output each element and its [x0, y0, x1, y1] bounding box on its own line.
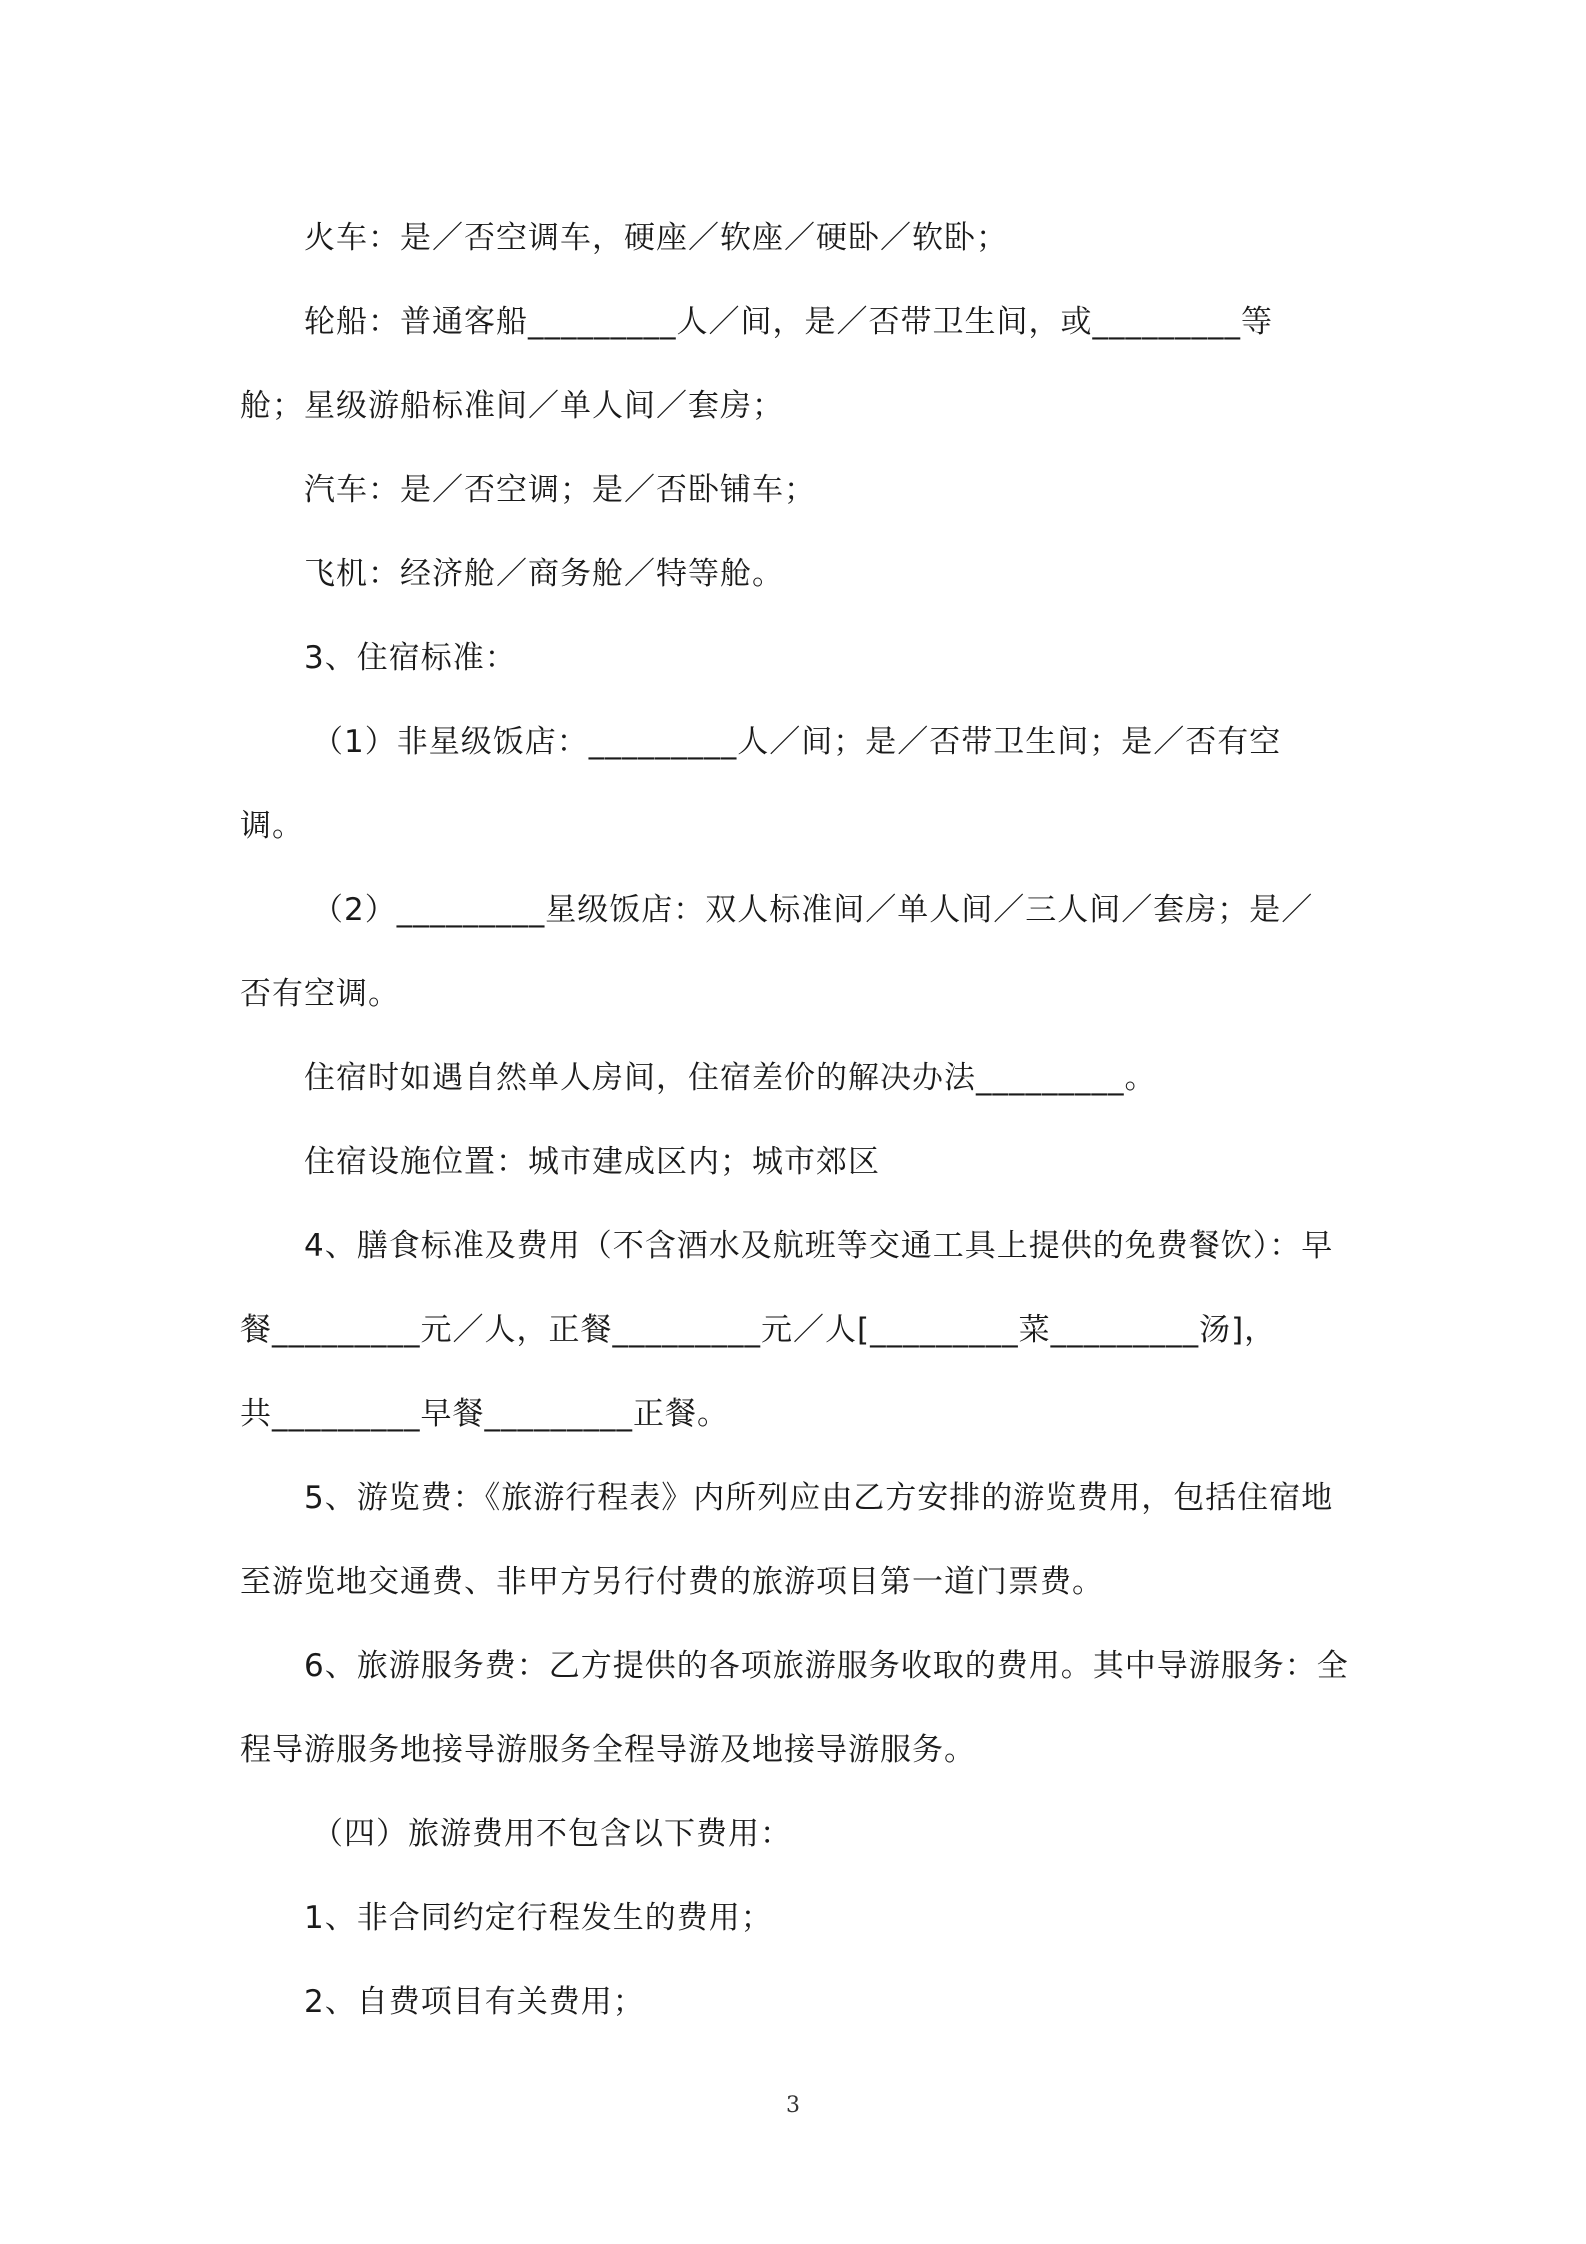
paragraph-single-room: 住宿时如遇自然单人房间，住宿差价的解决办法_________。: [304, 1060, 1157, 1096]
paragraph-service-line-2: 程导游服务地接导游服务全程导游及地接导游服务。: [240, 1732, 976, 1768]
page-number: 3: [786, 2093, 800, 2118]
paragraph-star-line-1: （2）_________星级饭店：双人标准间／单人间／三人间／套房；是／: [312, 892, 1314, 928]
paragraph-sightseeing-line-1: 5、游览费：《旅游行程表》内所列应由乙方安排的游览费用，包括住宿地: [304, 1480, 1334, 1516]
section-heading-excluded: （四）旅游费用不包含以下费用：: [312, 1816, 792, 1852]
paragraph-ship-line-1: 轮船：普通客船_________人／间，是／否带卫生间，或_________等: [304, 304, 1273, 340]
paragraph-bus: 汽车：是／否空调；是／否卧铺车；: [304, 472, 816, 508]
paragraph-meals-line-2: 餐_________元／人，正餐_________元／人[_________菜_________汤]，: [240, 1312, 1277, 1348]
paragraph-nonstar-line-1: （1）非星级饭店：_________人／间；是／否带卫生间；是／否有空: [312, 724, 1282, 760]
paragraph-meals-line-3: 共_________早餐_________正餐。: [240, 1396, 729, 1432]
paragraph-location: 住宿设施位置：城市建成区内；城市郊区: [304, 1144, 880, 1180]
paragraph-sightseeing-line-2: 至游览地交通费、非甲方另行付费的旅游项目第一道门票费。: [240, 1564, 1104, 1600]
list-item-excluded-1: 1、非合同约定行程发生的费用；: [304, 1900, 773, 1936]
paragraph-plane: 飞机：经济舱／商务舱／特等舱。: [304, 556, 784, 592]
list-item-excluded-2: 2、自费项目有关费用；: [304, 1984, 645, 2020]
paragraph-meals-line-1: 4、膳食标准及费用（不含酒水及航班等交通工具上提供的免费餐饮）：早: [304, 1228, 1334, 1264]
paragraph-nonstar-line-2: 调。: [240, 808, 304, 844]
paragraph-ship-line-2: 舱；星级游船标准间／单人间／套房；: [240, 388, 784, 424]
document-body: [240, 196, 1358, 2044]
paragraph-train: 火车：是／否空调车，硬座／软座／硬卧／软卧；: [304, 220, 1008, 256]
paragraph-service-line-1: 6、旅游服务费：乙方提供的各项旅游服务收取的费用。其中导游服务：全: [304, 1648, 1349, 1684]
section-heading-lodging: 3、住宿标准：: [304, 640, 517, 676]
paragraph-star-line-2: 否有空调。: [240, 976, 400, 1012]
